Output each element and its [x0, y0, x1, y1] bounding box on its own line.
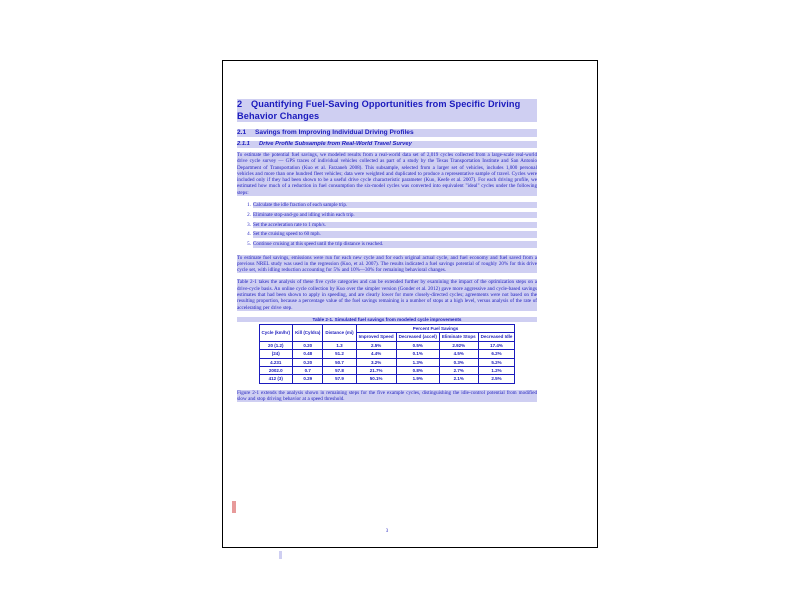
table-cell: 50.7: [323, 358, 356, 366]
list-item: Continue cruising at this speed until the trip distance is reached.: [253, 241, 537, 247]
stray-selection-mark: [279, 551, 282, 559]
table-row: [259, 350, 515, 358]
page-number: 3: [385, 529, 389, 534]
section-heading-3-text: Drive Profile Subsample from Real-World Travel Survey: [259, 141, 412, 147]
table-header-decreased-accel: Decreased (accel): [396, 333, 439, 341]
document-page: [222, 60, 598, 548]
list-item: Eliminate stop-and-go and idling within each trip.: [253, 212, 537, 218]
table-cell: 50.1%: [356, 375, 396, 383]
margin-mark: [232, 501, 236, 513]
table-header-cycle: Cycle (km/hr): [259, 324, 293, 341]
table-header-group-row: [259, 324, 515, 332]
table-cell: 2.1%: [439, 375, 478, 383]
section-heading-2-text: Savings from Improving Individual Driving Profiles: [255, 129, 414, 136]
section-heading-1: [237, 99, 537, 122]
section-heading-3: [237, 141, 537, 148]
paragraph-intro: To estimate the potential fuel savings, we modeled results from a real-world data set of 2,019 cycles collected from a large-scale real-world drive cycle survey — GPS traces of individual vehicles collected as part of a study by the Texas Transportation Institute and San Antonio Department of Transportation (Kuo et al. Farzaneh 2008). This subsample, selected from a larger set of vehicles, includes 1,000 personal vehicles and more than one hundred fleet vehicles; data were weighted and duplicated to produce a representative sample of travel. Cycles were included only if they had been shown to be a useful drive cycle characteristic parameter (Kuo, Keefe et al. 2007). For each driving profile, we estimated how much of a reduction in fuel consumption the six-model cycles was converted into equivalent "ideal" cycles under the following steps:: [237, 152, 537, 196]
table-cell: (24): [259, 350, 293, 358]
table-cell: 21.7%: [356, 366, 396, 374]
table-cell: 2002.0: [259, 366, 293, 374]
paragraph-figure-reference: Figure 2-1 extends the analysis shown in remaining steps for the five example cycles, distinguishing the idle-control potential from modified slow and stop driving behavior at a speed threshold.: [237, 389, 537, 403]
table-cell: 3.2%: [356, 358, 396, 366]
section-heading-1-number: 2: [237, 99, 243, 109]
table-cell: 6.2%: [478, 350, 515, 358]
table-cell: 0.20: [293, 341, 323, 349]
paragraph-analysis: Table 2-1 takes the analysis of these five cycle categories and can be extended further by examining the impact of the optimization steps on a drive-cycle basis. An online cycle collection by Kuo over the simpler version (Gonder et al. 2012) gave more aggressive and cycle-based savings estimates that had been shown to apply in speeding, and are clearly lower for more closely-directed cycles; agreements were not based on the resulting proportion, because a percentage value of the fuel savings remaining is a number of stops at a high level, versus analysis of the rate of accelerating per drive step.: [237, 279, 537, 311]
table-header-improved-speed: Improved Speed: [356, 333, 396, 341]
table-row: [259, 375, 515, 383]
table-cell: 0.1%: [396, 350, 439, 358]
table-cell: 0.48: [293, 350, 323, 358]
table-row: [259, 341, 515, 349]
table-cell: 4.4%: [356, 350, 396, 358]
table-cell: 0.8%: [396, 366, 439, 374]
table-cell: 17.4%: [478, 341, 515, 349]
table-cell: 57.9: [323, 375, 356, 383]
table-cell: 2.92%: [439, 341, 478, 349]
list-item: Set the cruising speed to 60 mph.: [253, 231, 537, 237]
table-cell: 1.9%: [396, 375, 439, 383]
table-cell: 20 (1.2): [259, 341, 293, 349]
table-cell: 0.20: [293, 358, 323, 366]
table-cell: 0.29: [293, 375, 323, 383]
table-row: [259, 366, 515, 374]
table-cell: 1.2%: [478, 366, 515, 374]
table-cell: 0.3%: [439, 358, 478, 366]
table-row: [259, 358, 515, 366]
page-content: [237, 99, 537, 534]
table-header-percent-fuel-savings: Percent Fuel Savings: [356, 324, 515, 332]
table-cell: 5.2%: [478, 358, 515, 366]
section-heading-1-text: Quantifying Fuel-Saving Opportunities from Specific Driving Behavior Changes: [237, 99, 521, 121]
table-cell: 0.5%: [396, 341, 439, 349]
fuel-savings-table: [259, 324, 516, 384]
section-heading-2-number: 2.1: [237, 129, 247, 136]
table-cell: 1.3: [323, 341, 356, 349]
section-heading-3-number: 2.1.1: [237, 141, 250, 147]
table-cell: 4.5%: [439, 350, 478, 358]
table-cell: 1.3%: [396, 358, 439, 366]
section-heading-2: [237, 129, 537, 137]
table-header-decreased-idle: Decreased Idle: [478, 333, 515, 341]
table-header-distance: Distance (mi): [323, 324, 356, 341]
table-cell: 2.5%: [478, 375, 515, 383]
list-item: Set the acceleration rate to 1 mph/s.: [253, 222, 537, 228]
table-caption: Table 2-1. Simulated fuel savings from modeled cycle improvements: [237, 317, 537, 322]
table-cell: 412 (3): [259, 375, 293, 383]
steps-list: [237, 202, 537, 247]
table-cell: 51.2: [323, 350, 356, 358]
table-cell: 2.7%: [439, 366, 478, 374]
list-item: Calculate the idle fraction of each sample trip.: [253, 202, 537, 208]
table-header-eliminate-stops: Eliminate Stops: [439, 333, 478, 341]
table-cell: 57.8: [323, 366, 356, 374]
table-cell: 4.231: [259, 358, 293, 366]
table-header-kill: Kill (Cyldra): [293, 324, 323, 341]
table-cell: 2.5%: [356, 341, 396, 349]
paragraph-results: To estimate fuel savings, emissions were run for each new cycle and for each original actual cycle, and fuel economy and fuel saved from a previous NREL study was used in the regression (Kuo, et al. 2007). The results indicated a fuel savings potential of roughly 20% for this drive cycle set, with idling reduction accounting for 5% and 10%—30% for remaining behavioral changes.: [237, 254, 537, 274]
table-cell: 0.7: [293, 366, 323, 374]
